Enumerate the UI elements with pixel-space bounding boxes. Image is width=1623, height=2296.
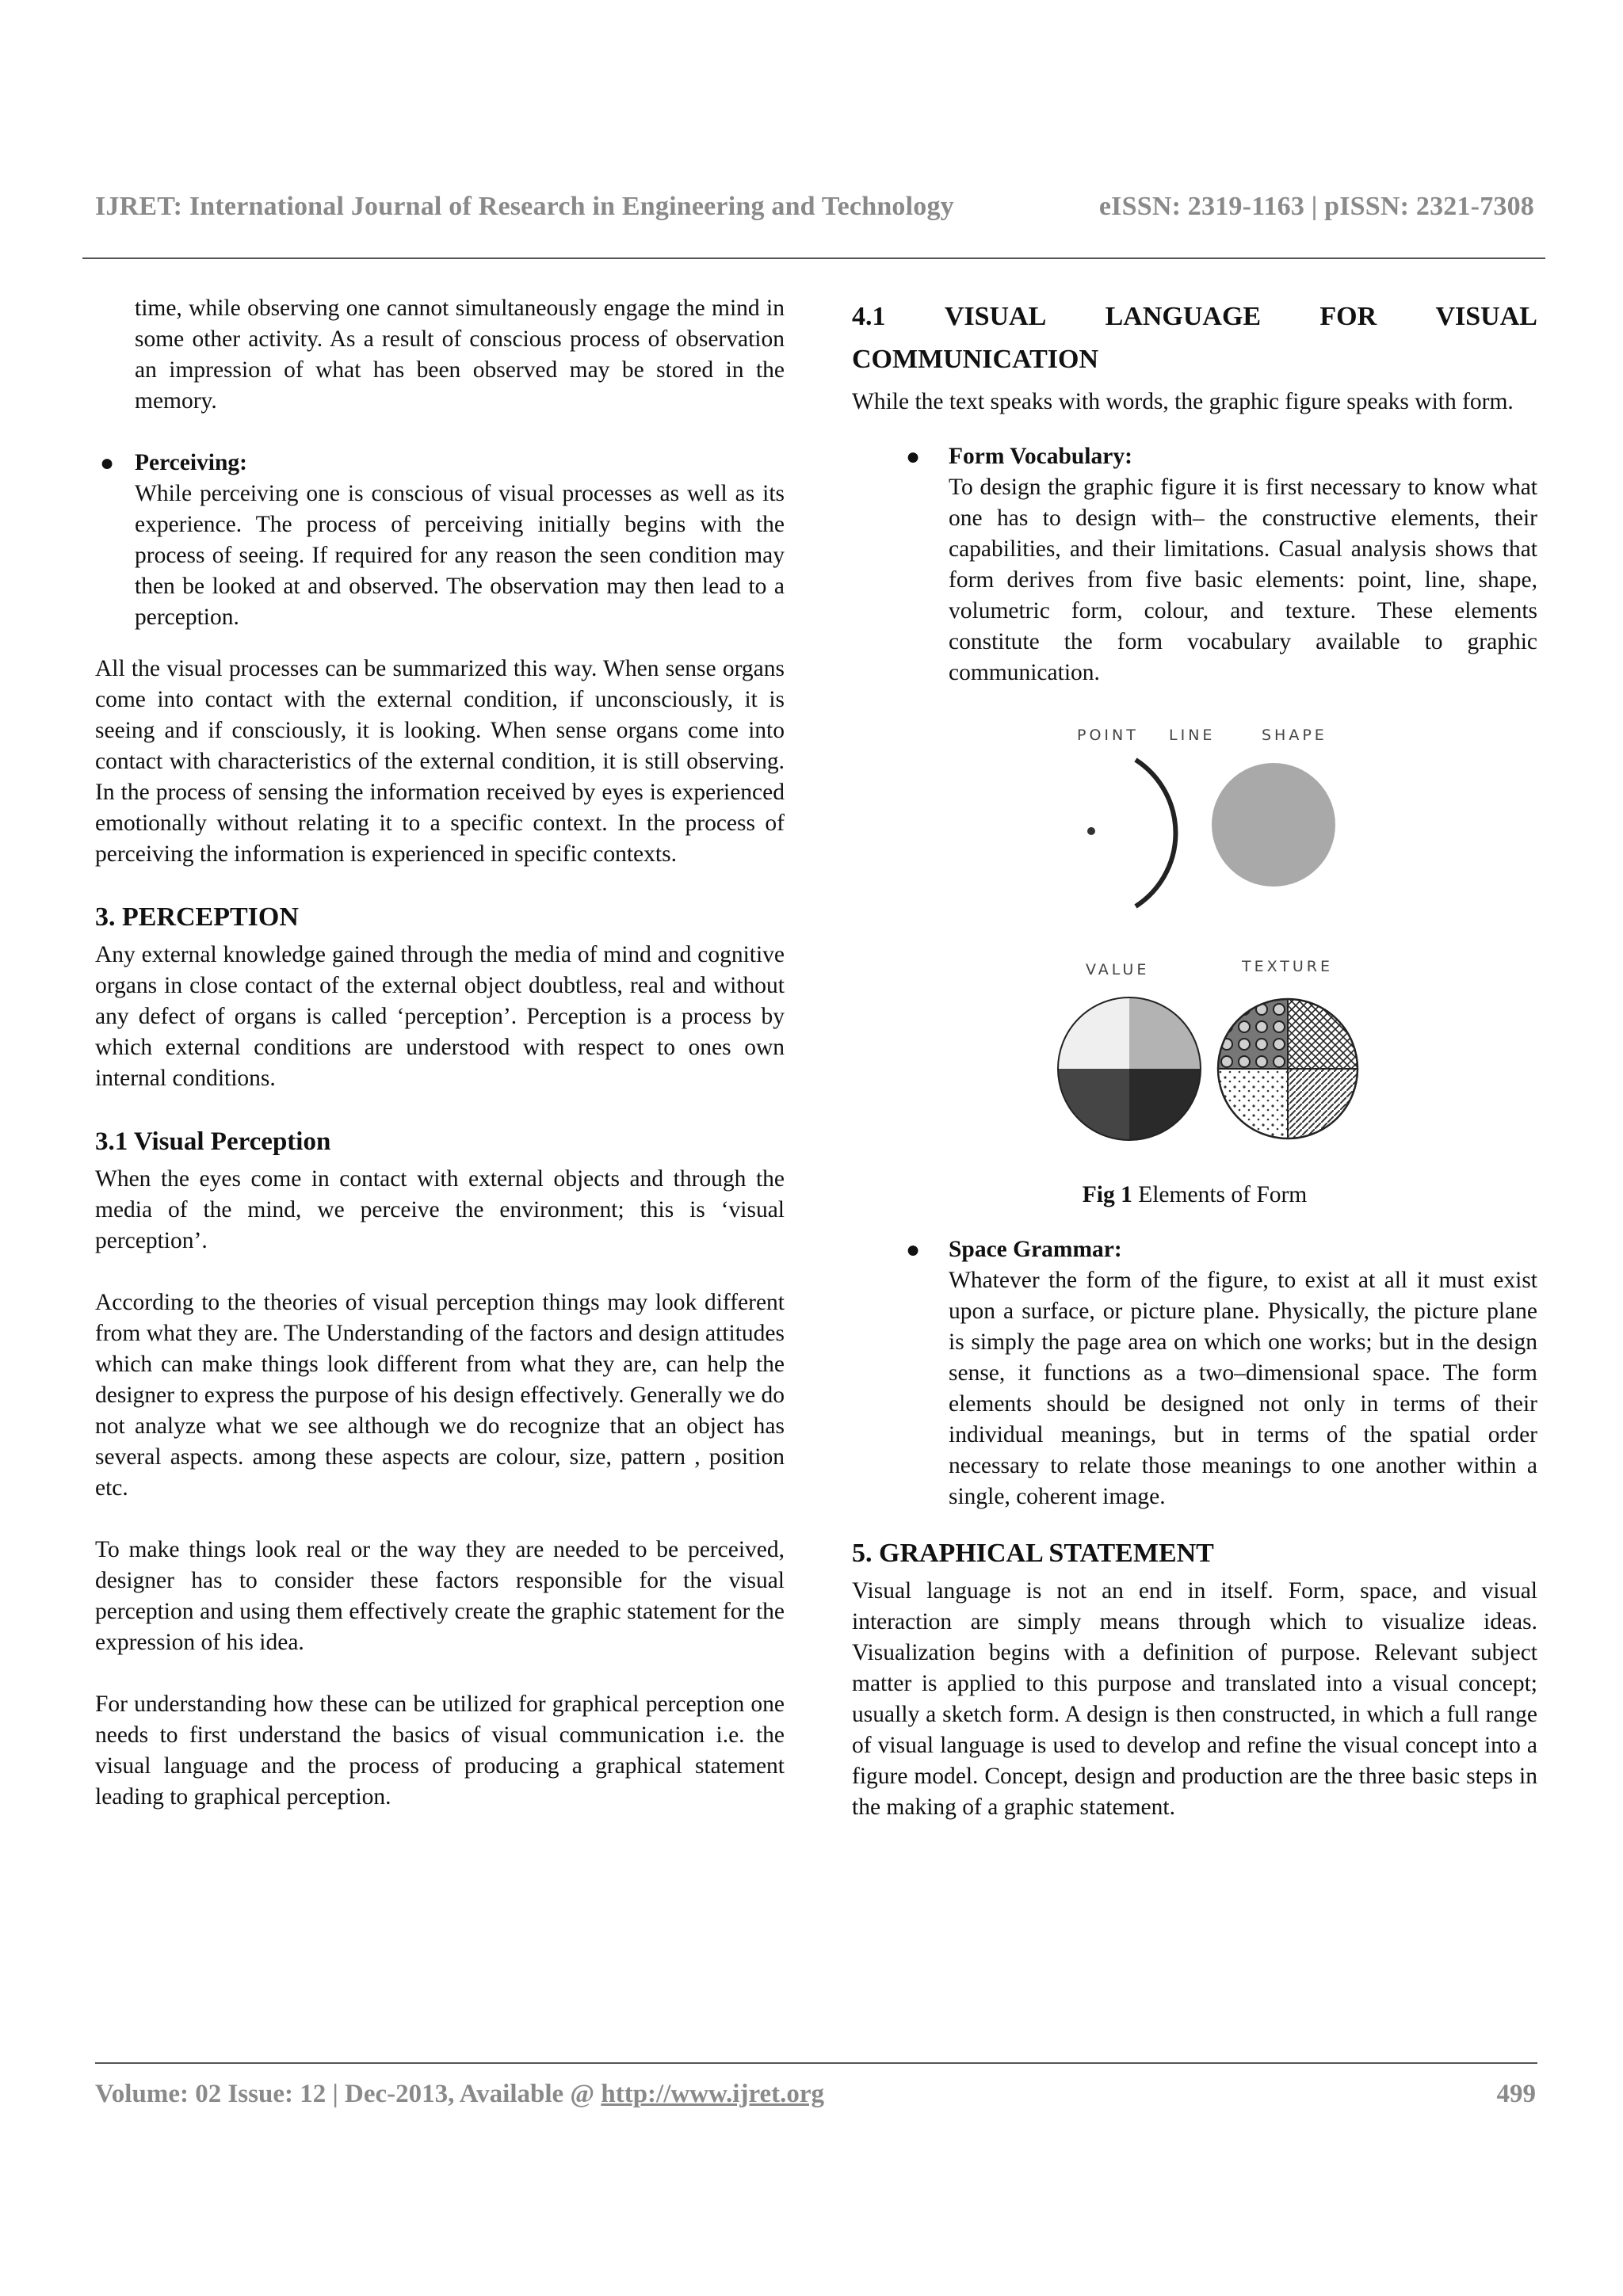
- point-mark: [1087, 827, 1095, 835]
- space-grammar-text: Whatever the form of the figure, to exist at all it must exist upon a surface, or picture plane. Physically, the picture plane is simply the page area on which one works; but in the design sense, it functions as a two–dimensional space. The form elements should be designed not only in terms of their individual meanings, but in terms of the spatial order necessary to relate those meanings to one another within a single, coherent image.: [949, 1268, 1537, 1509]
- vp-paragraph-2: According to the theories of visual perception things may look different from what they are. The Understanding of the factors and design attitudes which can make things look different from what they are, can help the designer to express the purpose of his design effectively. Generally we do not analyze what we see although we do recognize that an object has several aspects. among these aspects are colour, size, pattern , position etc.: [95, 1290, 785, 1501]
- bullet-icon: ●: [100, 450, 115, 476]
- section-41-heading-line2: COMMUNICATION: [852, 345, 1099, 374]
- perceiving-text: While perceiving one is conscious of visual processes as well as its experience. The process of perceiving initially begins with the process of seeing. If required for any reason the seen condition may then be looked at and observed. The observation may then lead to a perception.: [135, 481, 785, 630]
- label-texture: TEXTURE: [1242, 958, 1334, 975]
- right-column: [852, 293, 1537, 1823]
- caption-label: Fig 1: [1082, 1182, 1132, 1207]
- left-column: [95, 293, 785, 1813]
- page-number: 499: [1496, 2080, 1536, 2108]
- section-perception-heading: 3. PERCEPTION: [95, 902, 299, 932]
- footer-volume: [95, 2080, 824, 2109]
- form-vocabulary-title: Form Vocabulary:: [949, 444, 1132, 469]
- label-value: VALUE: [1086, 961, 1150, 978]
- line-arc: [1136, 760, 1175, 906]
- elements-of-form-figure: [852, 704, 1537, 1172]
- visual-perception-heading: 3.1 Visual Perception: [95, 1127, 331, 1156]
- form-vocabulary-bullet: [852, 441, 1537, 688]
- page-header: [95, 192, 1534, 222]
- label-point: POINT: [1077, 727, 1139, 744]
- form-vocabulary-text: To design the graphic figure it is first necessary to know what one has to design with– the constructive elements, their capabilities, and their limitations. Casual analysis shows that form derives from five basic elements: point, line, shape, volumetric form, colour, and texture. These elements constitute the form vocabulary available to graphic communication.: [949, 475, 1537, 685]
- graphical-statement-paragraph: Visual language is not an end in itself. Form, space, and visual interaction are simply means through which to visualize ideas. Visualization begins with a definition of purpose. Relevant subject matter is applied to this purpose and translated into a visual concept; usually a sketch form. A design is then constructed, in which a full range of visual language is used to develop and refine the visual concept into a figure model. Concept, design and production are the three basic steps in the making of a graphic statement.: [852, 1578, 1537, 1820]
- vp-paragraph-4: For understanding how these can be utilized for graphical perception one needs to first understand the basics of visual communication i.e. the visual language and the process of producing a graphical statement leading to graphical perception.: [95, 1691, 785, 1810]
- header-rule: [82, 257, 1545, 259]
- continued-paragraph: time, while observing one cannot simultaneously engage the mind in some other activity. As a result of conscious process of observation an impression of what has been observed may be stored in the memory.: [135, 296, 785, 414]
- figure-drawing: [852, 704, 1537, 1172]
- label-shape: SHAPE: [1262, 727, 1327, 744]
- space-grammar-title: Space Grammar:: [949, 1237, 1122, 1262]
- vp-paragraph-3: To make things look real or the way they are needed to be perceived, designer has to consider these factors responsible for the visual perception and using them effectively create the graphic statement for the expression of his idea.: [95, 1537, 785, 1655]
- journal-link[interactable]: http://www.ijret.org: [601, 2080, 825, 2108]
- heading-word: FOR: [1319, 302, 1377, 331]
- bullet-icon: ●: [906, 1237, 921, 1263]
- intro-paragraph: While the text speaks with words, the graphic figure speaks with form.: [852, 389, 1514, 414]
- heading-word: VISUAL: [1435, 302, 1537, 331]
- section-41-heading: [852, 293, 1537, 341]
- page-footer: [95, 2080, 1536, 2109]
- label-line: LINE: [1169, 727, 1216, 744]
- vp-paragraph-1: When the eyes come in contact with external objects and through the media of the mind, we perceive the environment; this is ‘visual perception’.: [95, 1166, 785, 1253]
- graphical-statement-heading: 5. GRAPHICAL STATEMENT: [852, 1539, 1214, 1568]
- caption-text: Elements of Form: [1132, 1182, 1308, 1207]
- issn: eISSN: 2319-1163 | pISSN: 2321-7308: [1098, 192, 1534, 221]
- perceiving-title: Perceiving:: [135, 450, 247, 475]
- heading-word: LANGUAGE: [1105, 302, 1262, 331]
- shape-circle: [1212, 763, 1335, 887]
- heading-word: VISUAL: [944, 302, 1047, 331]
- summary-paragraph: All the visual processes can be summarized this way. When sense organs come into contact with the external condition, if unconsciously, it is seeing and if consciously, it is looking. When sense organs come into contact with characteristics of the external condition, it is still observing. In the process of sensing the information received by eyes is experienced emotionally without relating it to a specific context. In the process of perceiving the information is experienced in specific contexts.: [95, 656, 785, 867]
- heading-word: 4.1: [852, 302, 886, 331]
- perception-paragraph: Any external knowledge gained through the media of mind and cognitive organs in close contact of the external object doubtless, real and without any defect of organs is called ‘perception’. Perception is a process by which external conditions are understood with respect to ones own internal conditions.: [95, 942, 785, 1091]
- perceiving-bullet: [95, 448, 785, 633]
- journal-title: IJRET: International Journal of Research in Engineering and Technology: [95, 192, 954, 221]
- space-grammar-bullet: [852, 1234, 1537, 1512]
- bullet-icon: ●: [906, 444, 921, 470]
- volume-text: Volume: 02 Issue: 12 | Dec-2013, Available @: [95, 2080, 601, 2108]
- figure-caption: [852, 1180, 1537, 1211]
- footer-rule: [95, 2062, 1537, 2064]
